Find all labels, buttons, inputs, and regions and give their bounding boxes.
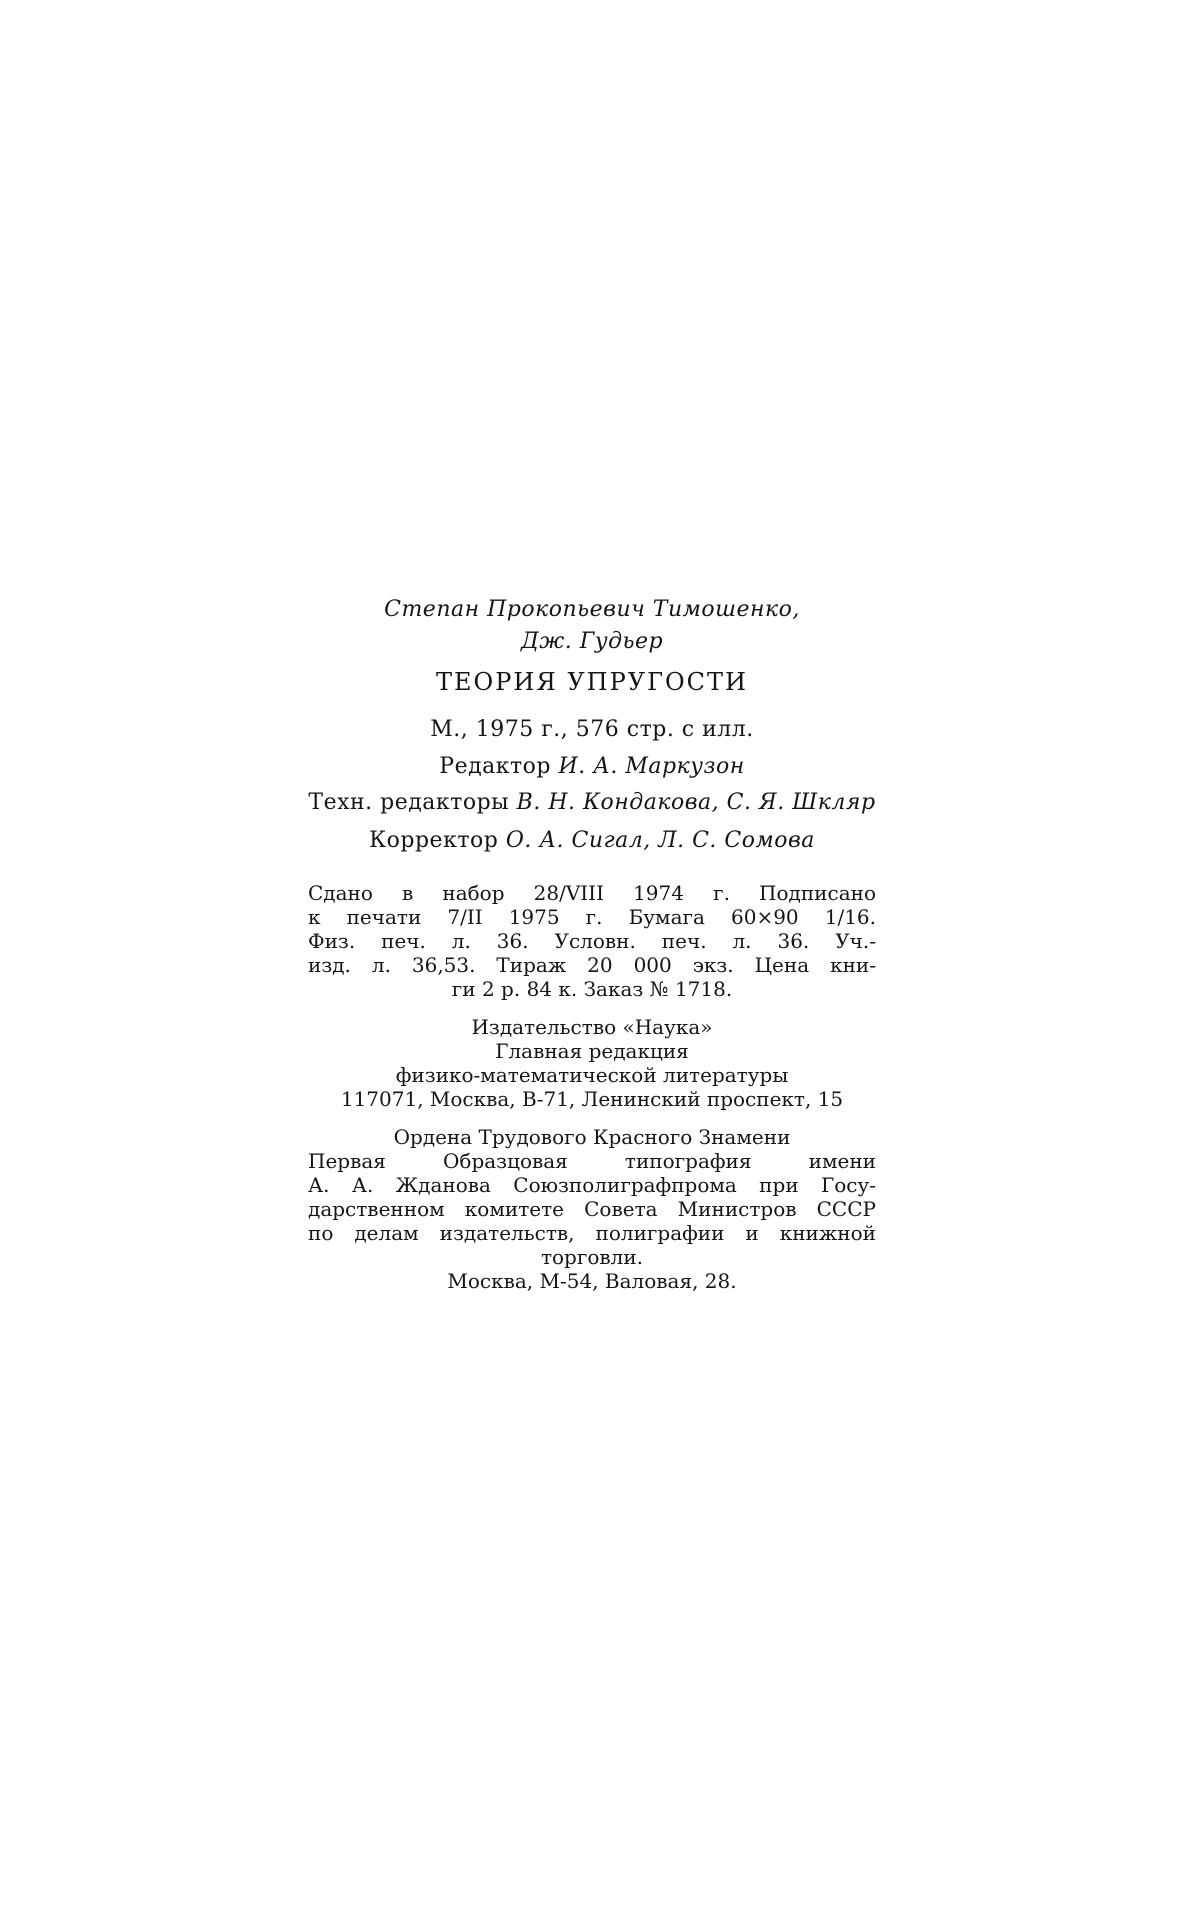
printing-house xyxy=(308,1125,876,1293)
printer-address: Москва, М-54, Валовая, 28. xyxy=(447,1269,737,1293)
editor-name: И. А. Маркузон xyxy=(558,754,745,779)
publisher-address: 117071, Москва, В-71, Ленинский проспект, 15 xyxy=(340,1087,844,1111)
printer-line: по делам издательств, полиграфии и книжной xyxy=(308,1221,876,1245)
printer-line: Первая Образцовая типография имени xyxy=(308,1149,876,1173)
publisher-dept: физико-математической литературы xyxy=(395,1063,789,1087)
print-info-line: Физ. печ. л. 36. Условн. печ. л. 36. Уч.- xyxy=(308,929,876,953)
book-title: ТЕОРИЯ УПРУГОСТИ xyxy=(436,668,748,696)
publisher xyxy=(308,1015,876,1111)
proofreaders-names: О. А. Сигал, Л. С. Сомова xyxy=(505,828,815,853)
publisher-edition: Главная редакция xyxy=(495,1039,689,1063)
editor-label: Редактор xyxy=(439,754,552,779)
proofreaders-line xyxy=(308,828,876,853)
print-info-line: к печати 7/II 1975 г. Бумага 60×90 1/16. xyxy=(308,905,876,929)
print-info xyxy=(308,881,876,1001)
printer-line: А. А. Жданова Союзполиграфпрома при Госу- xyxy=(308,1173,876,1197)
publisher-name: Издательство «Наука» xyxy=(471,1015,713,1039)
print-info-line: изд. л. 36,53. Тираж 20 000 экз. Цена кни- xyxy=(308,953,876,977)
author-line-2: Дж. Гудьер xyxy=(520,629,664,654)
imprint-line: М., 1975 г., 576 стр. с илл. xyxy=(430,717,754,742)
author-line-1: Степан Прокопьевич Тимошенко, xyxy=(384,597,800,622)
tech-editors-label: Техн. редакторы xyxy=(308,790,510,815)
printer-line: Ордена Трудового Красного Знамени xyxy=(393,1125,791,1149)
tech-editors-names: В. Н. Кондакова, С. Я. Шкляр xyxy=(516,790,876,815)
printer-last-line: торговли. xyxy=(540,1245,644,1269)
printer-line: дарственном комитете Совета Министров СССР xyxy=(308,1197,876,1221)
editor-line xyxy=(308,754,876,779)
proofreaders-label: Корректор xyxy=(369,828,499,853)
tech-editors-line xyxy=(308,790,876,815)
print-info-line: Сдано в набор 28/VIII 1974 г. Подписано xyxy=(308,881,876,905)
authors xyxy=(308,594,876,658)
print-info-last-line: ги 2 р. 84 к. Заказ № 1718. xyxy=(451,977,733,1001)
